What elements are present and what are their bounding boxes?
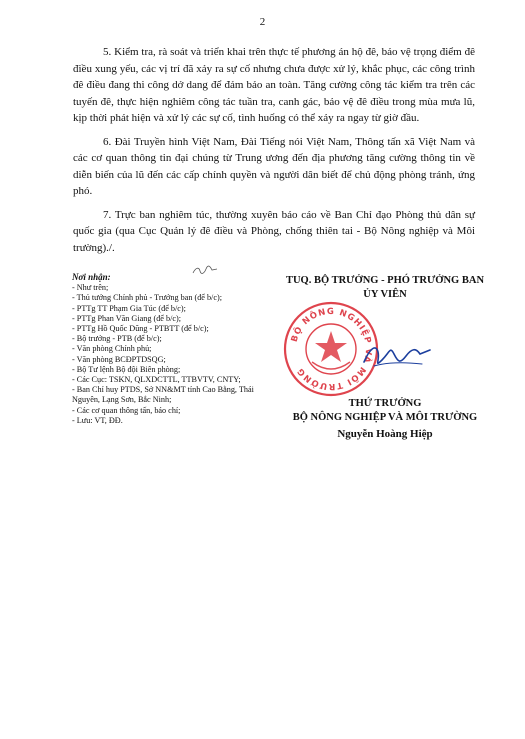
recipient-item: - Các Cục: TSKN, QLXDCTTL, TTBVTV, CNTY;	[72, 375, 241, 385]
recipients-list	[72, 272, 272, 426]
page-number: 2	[259, 16, 266, 28]
paragraph-5: 5. Kiểm tra, rà soát và triển khai trên thực tế phương án hộ đê, bảo vệ trọng điểm đê điều xung yếu, các vị trí đã xảy ra sự cố nhưng chưa được xử lý, khắc phục, các công trình đê điều đang thi công dở dang để đảm bảo an toàn. Tăng cường công tác kiểm tra trên các tuyến đê, thực hiện nghiêm công tác tuần tra, canh gác, bảo vệ đê điều trong mùa mưa lũ, kịp thời phát hiện và xử lý các sự cố, tình huống có thể xảy ra ngay từ giờ đầu.	[73, 46, 475, 124]
svg-text:BỘ NÔNG NGHIỆP VÀ MÔI TRƯỜNG: BỘ NÔNG NGHIỆP VÀ MÔI TRƯỜNG	[289, 306, 374, 392]
recipient-item: - Lưu: VT, ĐĐ.	[72, 415, 123, 425]
recipient-item: - Ban Chỉ huy PTDS, Sở NN&MT tỉnh Cao Bằng, Thái Nguyên, Lạng Sơn, Bắc Ninh;	[72, 385, 254, 405]
recipients-heading: Nơi nhận:	[72, 272, 111, 282]
recipient-item: - PTTg Phan Văn Giang (để b/c);	[72, 313, 181, 323]
signature-member-line: ỦY VIÊN	[363, 289, 407, 300]
paragraph-7: 7. Trực ban nghiêm túc, thường xuyên báo cáo về Ban Chỉ đạo Phòng thủ dân sự quốc gia (qua Cục Quản lý đê điều và Phòng, chống thiên tai - Bộ Nông nghiệp và Môi trường)./.	[73, 208, 475, 254]
recipient-item: - Bộ Tư lệnh Bộ đội Biên phòng;	[72, 364, 181, 374]
recipient-item: - Bộ trưởng - PTB (để b/c);	[72, 334, 162, 344]
document-body	[73, 44, 475, 263]
recipient-item: - Như trên;	[72, 283, 109, 293]
signer-name: Nguyễn Hoàng Hiệp	[337, 428, 433, 440]
recipient-item: - Thủ tướng Chính phủ - Trưởng ban (để b/c);	[72, 293, 222, 303]
signature-authority-line: TUQ. BỘ TRƯỞNG - PHÓ TRƯỞNG BAN	[285, 275, 485, 286]
recipient-item: - Văn phòng Chính phủ;	[72, 344, 152, 354]
recipient-item: - PTTg Hồ Quốc Dũng - PTBTT (để b/c);	[72, 324, 209, 334]
signer-agency: BỘ NÔNG NGHIỆP VÀ MÔI TRƯỜNG	[292, 412, 478, 423]
signer-position: THỨ TRƯỞNG	[348, 398, 422, 409]
handwritten-signature-icon	[360, 338, 432, 377]
recipient-item: - Văn phòng BCĐPTDSQG;	[72, 354, 166, 364]
paragraph-6: 6. Đài Truyền hình Việt Nam, Đài Tiếng nói Việt Nam, Thông tấn xã Việt Nam và các cơ quan thông tin đại chúng từ Trung ương đến địa phương tăng cường thông tin về diễn biến của lũ đến các cấp chính quyền và người dân biết để chủ động phòng tránh, ứng phó.	[73, 135, 475, 197]
signature-block	[270, 274, 500, 440]
recipient-item: - PTTg TT Phạm Gia Túc (để b/c);	[72, 303, 186, 313]
recipient-item: - Các cơ quan thông tấn, báo chí;	[72, 405, 181, 415]
